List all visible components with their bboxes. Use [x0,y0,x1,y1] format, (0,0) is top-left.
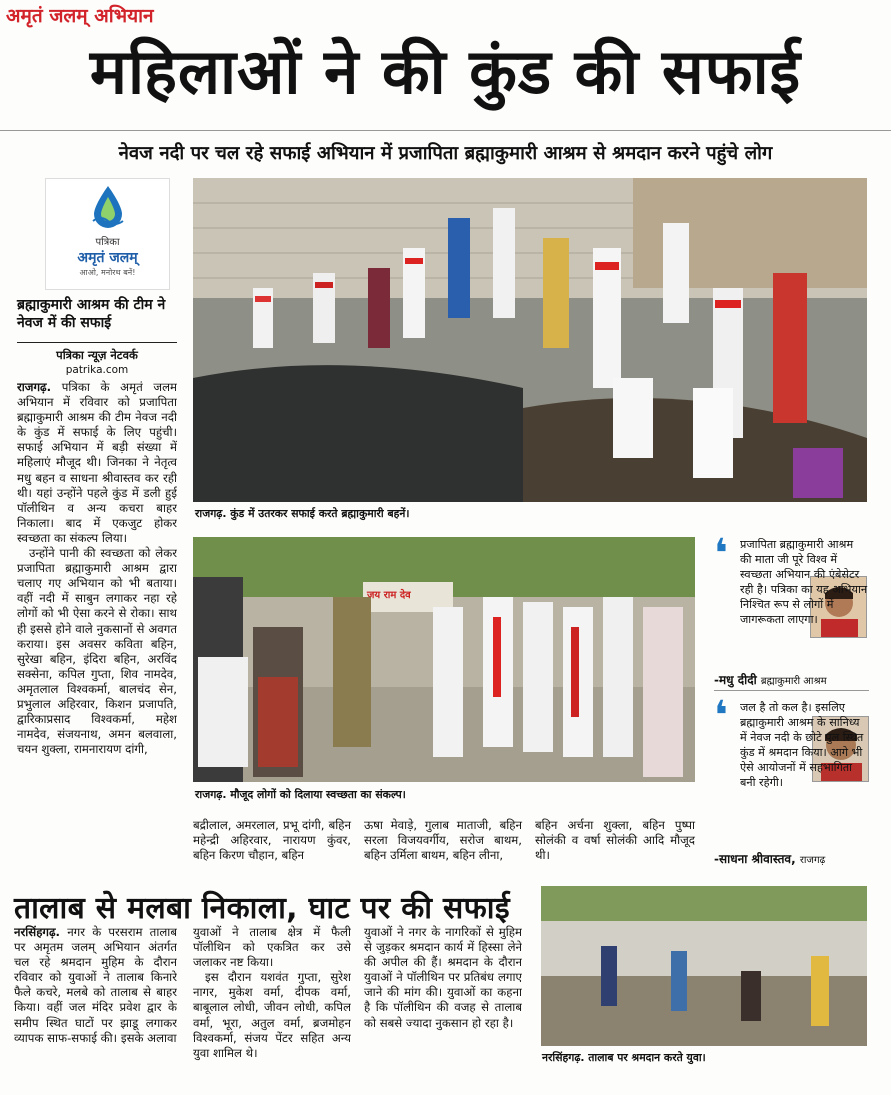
quote2-text [740,700,868,790]
amritam-jalam-logo [45,178,170,290]
quote-mark-icon: ❛ [714,693,728,739]
divider [714,690,869,691]
story2-photo-caption: नरसिंहगढ़. तालाब पर श्रमदान करते युवा। [542,1051,706,1064]
story1-column4: बहिन अर्चना शुक्ला, बहिन पुष्पा सोलंकी व वर्षा सोलंकी आदि मौजूद थी। [535,818,695,863]
story2-column2 [193,925,351,1085]
divider [17,342,177,343]
story2-col2b: इस दौरान यशवंत गुप्ता, सुरेश नागर, मुकेश वर्मा, दीपक वर्मा, बाबूलाल लोधी, जीवन लोधी, कपिल वर्मा, भूरा, अतुल वर्मा, ब्रजमोहन विश्वकर्मा, संजय पेंटर सहित अन्य युवा शामिल थे। [193,970,351,1060]
story2-column3: युवाओं ने नगर के नागरिकों से मुहिम से जुड़कर श्रमदान कार्य में हिस्सा लेने की अपील की हैं। श्रमदान के दौरान युवाओं ने पॉलीथिन पर प्रतिबंध लगाए जाने की मांग की। युवाओं का कहना है कि पॉलीथिन की वजह से तालाब को सबसे ज्यादा नुकसान हो रहा है। [364,925,522,1030]
site-url: patrika.com [65,364,129,376]
story1-column3: ऊषा मेवाड़े, गुलाब माताजी, बहिन सरला विजयवर्गीय, सरोज बाथम, बहिन उर्मिला बाथम, बहिन लीना, [364,818,522,863]
story2-headline: तालाब से मलबा निकाला, घाट पर की सफाई [14,891,510,926]
quote1-name: -मधु दीदी [714,673,757,687]
story2-col2a: युवाओं ने तालाब क्षेत्र में फैली पॉलीथिन को एकत्रित कर उसे जलाकर नष्ट किया। [193,925,351,970]
quote1-org: ब्रह्माकुमारी आश्रम [760,676,827,687]
quote2-body: जल है तो कल है। इसलिए ब्रह्माकुमारी आश्रम के सानिध्य में नेवज नदी के छोटे पुल स्थित कुंड में श्रमदान किया। आगे भी ऐसे आयोजनों में सहभागिता बनी रहेगी। [740,701,864,789]
water-drop-icon [91,185,125,229]
logo-line1: पत्रिका [95,237,120,248]
quote2-attribution [714,850,874,867]
left-headline: ब्रह्माकुमारी आश्रम की टीम ने नेवज में की सफाई [17,297,166,331]
story2-col1-text: नगर के परसराम तालाब पर अमृतम जलम् अभियान अंतर्गत चल रहे श्रमदान मुहिम के दौरान रविवार को युवाओं ने तालाब किनारे फैले कचरे, मलबे को तालाब से बाहर किया। वहीं जल मंदिर प्रवेश द्वार के समीप स्थित घाटों पर झाडू लगाकर व्यापक साफ-सफाई की। इसके अलावा [14,925,177,1045]
story1-para2: उन्होंने पानी की स्वच्छता को लेकर प्रजापिता ब्रह्माकुमारी आश्रम द्वारा चलाए गए अभियान को भी बताया। वहीं नदी में साबुन लगाकर नहा रहे लोगों को भी ऐसा करने से रोका। साथ ही इससे होने वाले नुकसानों से अवगत कराया। इस अवसर कविता बहिन, सुरेखा बहिन, इंदिरा बहिन, अरविंद सक्सेना, कपिल गुप्ता, शिव नामदेव, अमृतलाल विश्वकर्मा, बालचंद सेन, प्रभुलाल अहिरवार, किशन प्रजापति, द्वारिकाप्रसाद विश्वकर्मा, महेश नामदेव, संजयनाथ, अमन बलवाला, चयन शुक्ला, रामनारायण दांगी, [17,546,177,757]
photo-kund-cleaning [193,178,867,502]
quote2-org: राजगढ़ [799,855,826,866]
quote1-body: प्रजापिता ब्रह्माकुमारी आश्रम की माता जी पूरे विश्व में स्वच्छता अभियान की एंबेसेटर रही है। पत्रिका का यह अभियान निश्चित रूप से लोगों में जागरूकता लाएगा। [740,538,868,626]
photo-pledge [193,537,695,782]
main-headline: महिलाओं ने की कुंड की सफाई [89,35,802,108]
quote-mark-icon: ❛ [714,531,728,577]
story1-column2: बद्रीलाल, अमरलाल, प्रभू दांगी, बहिन महेन्द्री अहिरवार, नारायण कुंवर, बहिन किरण चौहान, बहिन [193,818,351,863]
logo-line2: अमृतं जलम् [77,250,138,266]
dateline: राजगढ़. [17,380,52,394]
story2-column1 [14,925,177,1085]
story1-para1: पत्रिका के अमृतं जलम अभियान में रविवार को प्रजापिता ब्रह्माकुमारी आश्रम की टीम नेवज नदी के कुंड में सफाई के लिए पहुंची। सफाई अभियान में बड़ी संख्या में महिलाएं मौजूद थी। जिनका ने नेतृत्व मधु बहन व साधना श्रीवास्तव कर रही थी। यहां उन्होंने पहले कुंड में डली हुई पॉलीथिन व अन्य कचरा बाहर निकाला। बाद में एकजुट होकर स्वच्छता का संकल्प लिया। [17,380,177,545]
story2-dateline: नरसिंहगढ़. [14,925,61,939]
subheadline: नेवज नदी पर चल रहे सफाई अभियान में प्रजापिता ब्रह्माकुमारी आश्रम से श्रमदान करने पहुंचे लोग [118,143,773,164]
logo-tagline: आओ, मनोरथ बनें! [79,268,136,277]
banner-text: जय राम देव [367,590,411,601]
quote2-name: -साधना श्रीवास्तव, [714,852,796,866]
photo-talab-cleaning [541,886,867,1046]
quote1-attribution [714,671,874,688]
story1-column1 [17,380,177,872]
photo1-caption: राजगढ़. कुंड में उतरकर सफाई करते ब्रह्माकुमारी बहनें। [195,507,410,520]
divider [0,130,891,131]
section-kicker: अमृतं जलम् अभियान [6,5,154,27]
byline: पत्रिका न्यूज़ नेटवर्क [56,348,138,362]
photo2-caption: राजगढ़. मौजूद लोगों को दिलाया स्वच्छता का संकल्प। [195,788,406,801]
quote1-text [740,537,868,627]
